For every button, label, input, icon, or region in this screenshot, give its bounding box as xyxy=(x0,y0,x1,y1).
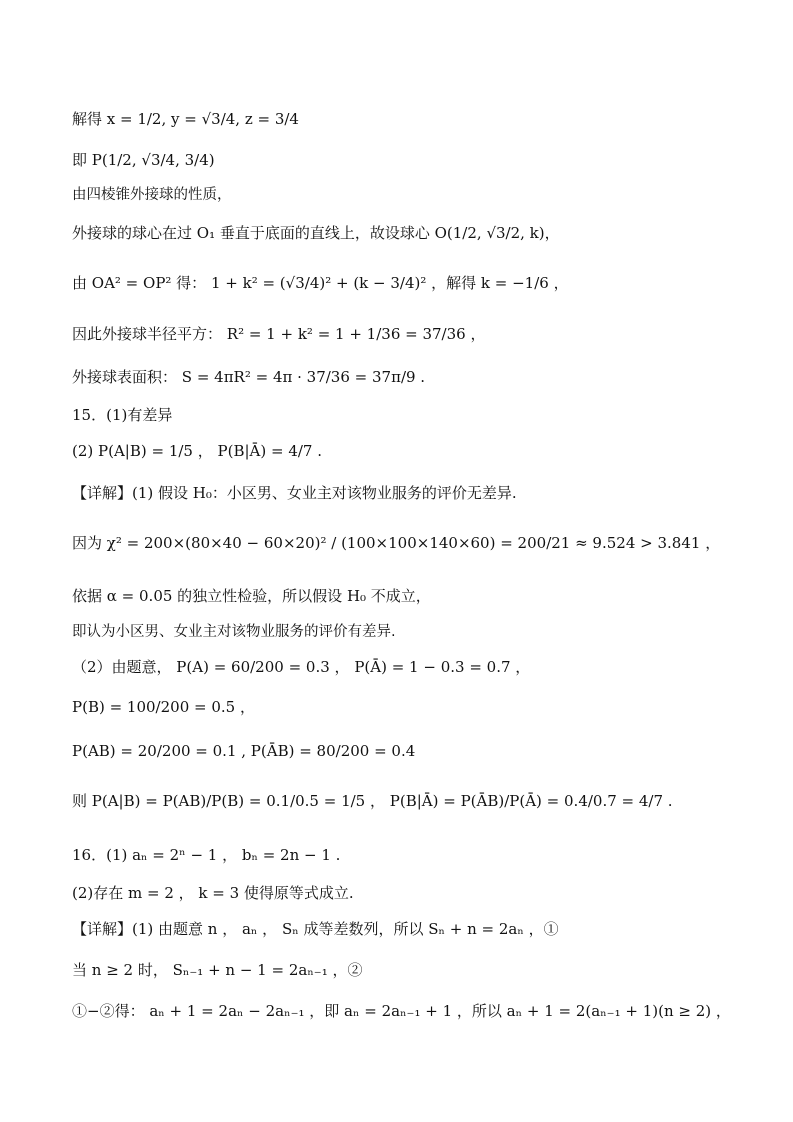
solution-line: （2）由题意， P(A) = 60/200 = 0.3 ， P(Ā) = 1 − 0.3 = 0.7 ， xyxy=(72,658,531,676)
solution-line: 当 n ≥ 2 时， Sₙ₋₁ + n − 1 = 2aₙ₋₁ ，② xyxy=(72,961,363,979)
solution-line: 外接球的球心在过 O₁ 垂直于底面的直线上，故设球心 O(1/2, √3/2, k)， xyxy=(72,224,560,242)
solution-line: 解得 x = 1/2, y = √3/4, z = 3/4 xyxy=(72,110,299,128)
solution-line: 即认为小区男、女业主对该物业服务的评价有差异. xyxy=(72,624,396,640)
solution-line: 由四棱锥外接球的性质， xyxy=(72,187,232,203)
solution-line: 即 P(1/2, √3/4, 3/4) xyxy=(72,151,215,169)
solution-line: P(AB) = 20/200 = 0.1 , P(ĀB) = 80/200 = 0.4 xyxy=(72,742,416,760)
solution-line: 则 P(A|B) = P(AB)/P(B) = 0.1/0.5 = 1/5 ， P(B|Ā) = P(ĀB)/P(Ā) = 0.4/0.7 = 4/7 . xyxy=(72,792,673,810)
answer-line: (2)存在 m = 2 ， k = 3 使得原等式成立. xyxy=(72,884,354,902)
solution-line: 因为 χ² = 200×(80×40 − 60×20)² / (100×100×140×60) = 200/21 ≈ 9.524 > 3.841 ， xyxy=(72,534,721,552)
question-number: 16．(1) aₙ = 2ⁿ − 1 ， bₙ = 2n − 1 . xyxy=(72,846,341,864)
answer-line: (2) P(A|B) = 1/5 ， P(B|Ā) = 4/7 . xyxy=(72,442,322,460)
solution-line: ①−②得： aₙ + 1 = 2aₙ − 2aₙ₋₁ ，即 aₙ = 2aₙ₋₁ + 1 ，所以 aₙ + 1 = 2(aₙ₋₁ + 1)(n ≥ 2) ， xyxy=(72,1002,731,1020)
solution-line: P(B) = 100/200 = 0.5 ， xyxy=(72,698,255,716)
solution-line: 因此外接球半径平方： R² = 1 + k² = 1 + 1/36 = 37/36 ， xyxy=(72,325,486,343)
solution-line: 外接球表面积： S = 4πR² = 4π · 37/36 = 37π/9 . xyxy=(72,368,426,386)
solution-line: 依据 α = 0.05 的独立性检验，所以假设 H₀ 不成立， xyxy=(72,587,431,605)
solution-line: 【详解】(1) 假设 H₀：小区男、女业主对该物业服务的评价无差异. xyxy=(72,484,517,502)
question-number: 15．(1)有差异 xyxy=(72,406,173,424)
solution-line: 【详解】(1) 由题意 n ， aₙ ， Sₙ 成等差数列，所以 Sₙ + n = 2aₙ ，① xyxy=(72,920,559,938)
solution-line: 由 OA² = OP² 得： 1 + k² = (√3/4)² + (k − 3/4)² ，解得 k = −1/6 ， xyxy=(72,274,569,292)
